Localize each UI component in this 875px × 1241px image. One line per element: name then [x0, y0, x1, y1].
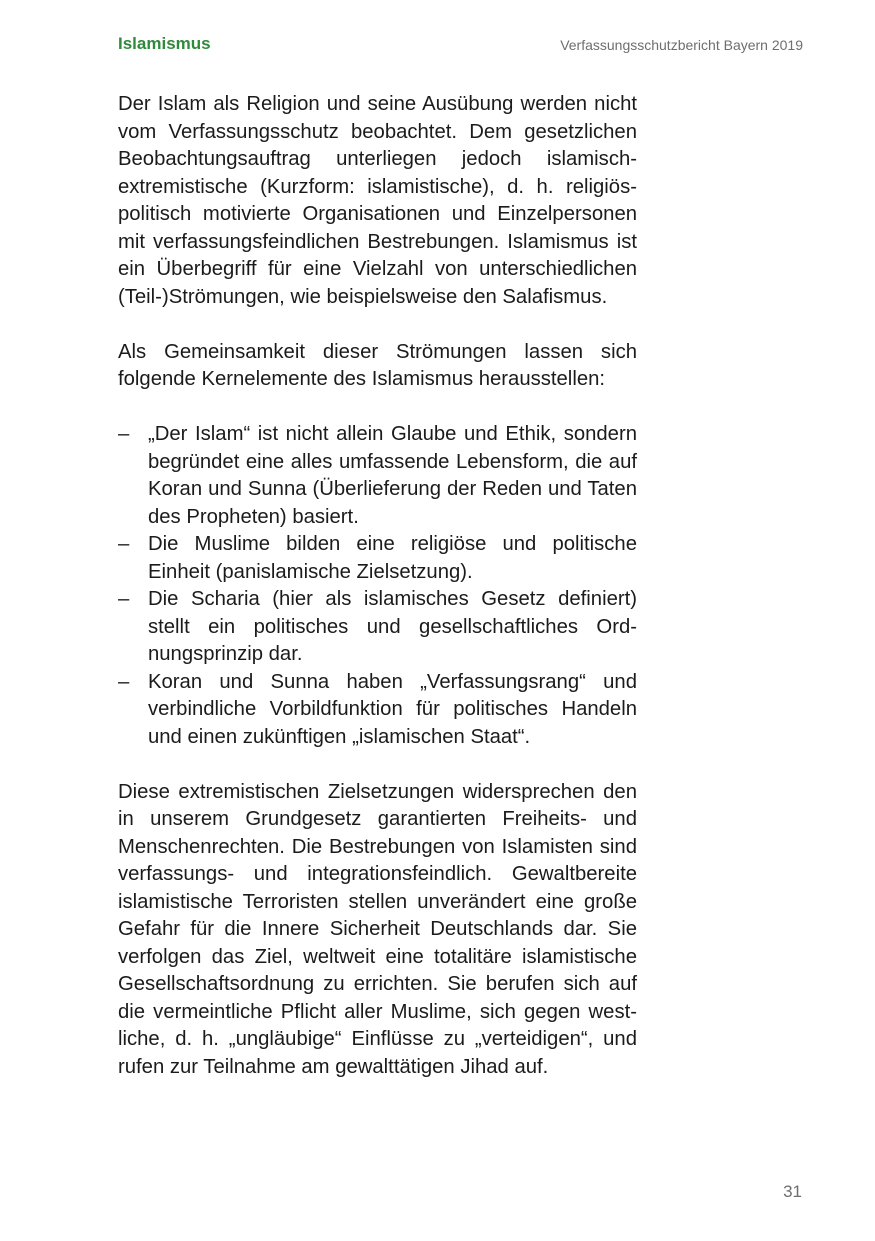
list-item [118, 421, 637, 531]
page-number: 31 [783, 1182, 802, 1201]
paragraph-extremist-goals: Diese extremistischen Zielsetzungen widersprechen den in unserem Grundgesetz garantierten Freiheits- und Menschenrechten. Die Bestrebungen von Islamisten sind verfassungs- und integrationsfeindlich. Gewaltbereite islamistische Terroristen stellen unverändert eine große Gefahr für die Innere Sicherheit Deutschlands dar. Sie verfolgen das Ziel, weltweit eine totalitäre islamistische Gesellschaftsordnung zu errichten. Sie berufen sich auf die vermeintliche Pflicht aller Muslime, sich gegen westliche, d. h. „ungläubige“ Einflüsse zu „verteidigen“, und rufen zur Teilnahme am gewalttätigen Jihad auf. [118, 780, 637, 1078]
dash-marker: – [118, 588, 130, 610]
dash-marker: – [118, 670, 130, 693]
paragraph-intro: Der Islam als Religion und seine Ausübung werden nicht vom Verfassungsschutz beobachtet. Dem gesetzlichen Beobachtungsauftrag unterliegen jedoch islamisch-extremistische (Kurzform: islamistische), d. h. religiös-politisch motivierte Organisationen und Einzelpersonen mit verfassungsfeindlichen Bestrebungen. Islamismus ist ein Überbegriff für eine Vielzahl von unterschiedlichen (Teil-)Strömungen, wie beispielsweise den Salafismus. [118, 93, 637, 308]
list-item [118, 586, 637, 669]
core-elements-list [118, 421, 637, 751]
list-item [118, 531, 637, 586]
page-content [118, 91, 637, 1109]
list-item-text: Die Scharia (hier als islamisches Gesetz definiert) stellt ein politisches und gesellschaftliches Ordnungsprinzip dar. [148, 588, 637, 665]
list-item-text: Die Muslime bilden eine religiöse und politische Einheit (panislamische Zielsetzung). [148, 533, 637, 583]
list-item-text: „Der Islam“ ist nicht allein Glaube und Ethik, sondern begründet eine alles umfassende Lebensform, die auf Koran und Sunna (Überlieferung der Reden und Taten des Propheten) basiert. [148, 423, 637, 528]
section-title: Islamismus [118, 34, 211, 53]
list-item-text: Koran und Sunna haben „Verfassungsrang“ und verbindliche Vorbildfunktion für politisches Handeln und einen zukünftigen „islamischen Staat“. [148, 670, 637, 748]
paragraph-core-elements: Als Gemeinsamkeit dieser Strömungen lassen sich folgende Kernelemente des Islamismus herausstellen: [118, 340, 637, 390]
list-item [118, 669, 637, 752]
dash-marker: – [118, 423, 130, 445]
report-title: Verfassungsschutzbericht Bayern 2019 [560, 37, 803, 53]
dash-marker: – [118, 533, 130, 555]
